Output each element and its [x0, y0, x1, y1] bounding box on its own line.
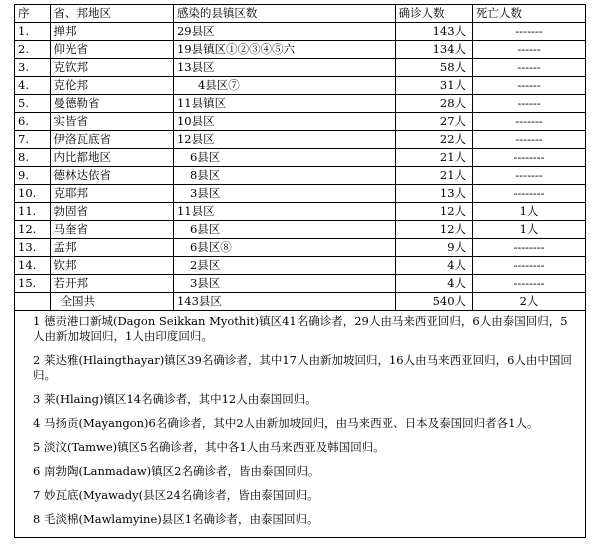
row-deaths: 1人 — [473, 221, 586, 239]
row-no: 11. — [15, 203, 51, 221]
table-row — [15, 221, 586, 239]
row-region: 马奎省 — [50, 221, 173, 239]
row-region: 克耶邦 — [50, 185, 173, 203]
row-no: 3. — [15, 59, 51, 77]
table-row — [15, 113, 586, 131]
table-row — [15, 167, 586, 185]
row-deaths: ------- — [473, 167, 586, 185]
total-row — [15, 293, 586, 311]
row-towns: 2县区 — [173, 257, 395, 275]
table-row — [15, 131, 586, 149]
footnote: 7 妙瓦底(Myawady(县区24名确诊者，皆由泰国回归。 — [33, 488, 319, 502]
total-region: 全国共 — [50, 293, 173, 311]
row-deaths: -------- — [473, 257, 586, 275]
table-row — [15, 275, 586, 293]
row-deaths: ------- — [473, 23, 586, 41]
row-deaths: ------ — [473, 77, 586, 95]
row-towns: 10县区 — [173, 113, 395, 131]
table-row — [15, 149, 586, 167]
row-towns: 8县区 — [173, 167, 395, 185]
row-region: 钦邦 — [50, 257, 173, 275]
row-region: 勃固省 — [50, 203, 173, 221]
total-no — [15, 293, 51, 311]
row-no: 12. — [15, 221, 51, 239]
row-towns: 29县区 — [173, 23, 395, 41]
row-towns: 6县区 — [173, 221, 395, 239]
covid-stats-sheet — [14, 4, 586, 538]
row-region: 内比都地区 — [50, 149, 173, 167]
row-region: 克钦邦 — [50, 59, 173, 77]
row-region: 仰光省 — [50, 41, 173, 59]
header-towns: 感染的县镇区数 — [173, 5, 395, 23]
row-no: 7. — [15, 131, 51, 149]
row-deaths: -------- — [473, 149, 586, 167]
row-towns: 4县区⑦ — [173, 77, 395, 95]
row-deaths: ------- — [473, 131, 586, 149]
header-cases: 确诊人数 — [395, 5, 472, 23]
row-cases: 9人 — [395, 239, 472, 257]
footnote: 5 淡汶(Tamwe)镇区5名确诊者，其中各1人由马来西亚及韩国回归。 — [33, 440, 385, 454]
row-deaths: ------ — [473, 59, 586, 77]
total-cases: 540人 — [395, 293, 472, 311]
table-row — [15, 239, 586, 257]
row-towns: 3县区 — [173, 275, 395, 293]
row-deaths: ------ — [473, 95, 586, 113]
row-no: 15. — [15, 275, 51, 293]
row-cases: 21人 — [395, 167, 472, 185]
row-no: 1. — [15, 23, 51, 41]
row-no: 10. — [15, 185, 51, 203]
row-towns: 13县区 — [173, 59, 395, 77]
row-towns: 6县区⑧ — [173, 239, 395, 257]
table-header-row — [15, 5, 586, 23]
header-deaths: 死亡人数 — [473, 5, 586, 23]
row-towns: 6县区 — [173, 149, 395, 167]
row-cases: 134人 — [395, 41, 472, 59]
row-no: 9. — [15, 167, 51, 185]
row-cases: 58人 — [395, 59, 472, 77]
row-region: 克伦邦 — [50, 77, 173, 95]
footnote: 8 毛淡棉(Mawlamyine)县区1名确诊者，由泰国回归。 — [33, 512, 319, 526]
cases-table — [14, 4, 586, 311]
row-deaths: -------- — [473, 239, 586, 257]
footnote: 6 南勃陶(Lanmadaw)镇区2名确诊者，皆由泰国回归。 — [33, 464, 320, 478]
row-region: 掸邦 — [50, 23, 173, 41]
table-row — [15, 257, 586, 275]
row-region: 德林达依省 — [50, 167, 173, 185]
row-cases: 28人 — [395, 95, 472, 113]
table-row — [15, 203, 586, 221]
row-cases: 143人 — [395, 23, 472, 41]
row-cases: 4人 — [395, 275, 472, 293]
row-region: 实皆省 — [50, 113, 173, 131]
footnote: 2 莱达雅(Hlaingthayar)镇区39名确诊者，其中17人由新加坡回归，16人由马来西亚回归，6人由中国回归。 — [33, 353, 572, 382]
row-towns: 11县镇区 — [173, 95, 395, 113]
row-no: 13. — [15, 239, 51, 257]
row-cases: 12人 — [395, 203, 472, 221]
total-towns: 143县区 — [173, 293, 395, 311]
row-towns: 3县区 — [173, 185, 395, 203]
footnote: 3 莱(Hlaing)镇区14名确诊者，其中12人由泰国回归。 — [33, 392, 317, 406]
row-deaths: 1人 — [473, 203, 586, 221]
footnotes — [14, 311, 586, 538]
table-row — [15, 77, 586, 95]
row-cases: 22人 — [395, 131, 472, 149]
row-no: 2. — [15, 41, 51, 59]
row-region: 伊洛瓦底省 — [50, 131, 173, 149]
row-deaths: ------- — [473, 113, 586, 131]
row-no: 14. — [15, 257, 51, 275]
table-row — [15, 41, 586, 59]
header-region: 省、邦地区 — [50, 5, 173, 23]
row-towns: 19县镇区①②③④⑤六 — [173, 41, 395, 59]
row-deaths: ------ — [473, 41, 586, 59]
row-cases: 21人 — [395, 149, 472, 167]
row-cases: 12人 — [395, 221, 472, 239]
row-no: 6. — [15, 113, 51, 131]
table-row — [15, 185, 586, 203]
row-cases: 4人 — [395, 257, 472, 275]
row-region: 若开邦 — [50, 275, 173, 293]
row-towns: 12县区 — [173, 131, 395, 149]
footnote: 4 马扬贡(Mayangon)6名确诊者，其中2人由新加坡回归，由马来西亚、日本及泰国回归者各1人。 — [33, 416, 539, 430]
row-deaths: -------- — [473, 275, 586, 293]
row-no: 8. — [15, 149, 51, 167]
table-row — [15, 59, 586, 77]
row-no: 5. — [15, 95, 51, 113]
total-deaths: 2人 — [473, 293, 586, 311]
table-row — [15, 23, 586, 41]
row-cases: 31人 — [395, 77, 472, 95]
row-no: 4. — [15, 77, 51, 95]
row-towns: 11县区 — [173, 203, 395, 221]
row-cases: 27人 — [395, 113, 472, 131]
row-region: 曼德勒省 — [50, 95, 173, 113]
row-cases: 13人 — [395, 185, 472, 203]
footnote: 1 德贡港口新城(Dagon Seikkan Myothit)镇区41名确诊者，29人由马来西亚回归，6人由泰国回归，5人由新加坡回归，1人由印度回归。 — [33, 314, 568, 343]
row-region: 孟邦 — [50, 239, 173, 257]
table-row — [15, 95, 586, 113]
header-no: 序 — [15, 5, 51, 23]
row-deaths: -------- — [473, 185, 586, 203]
